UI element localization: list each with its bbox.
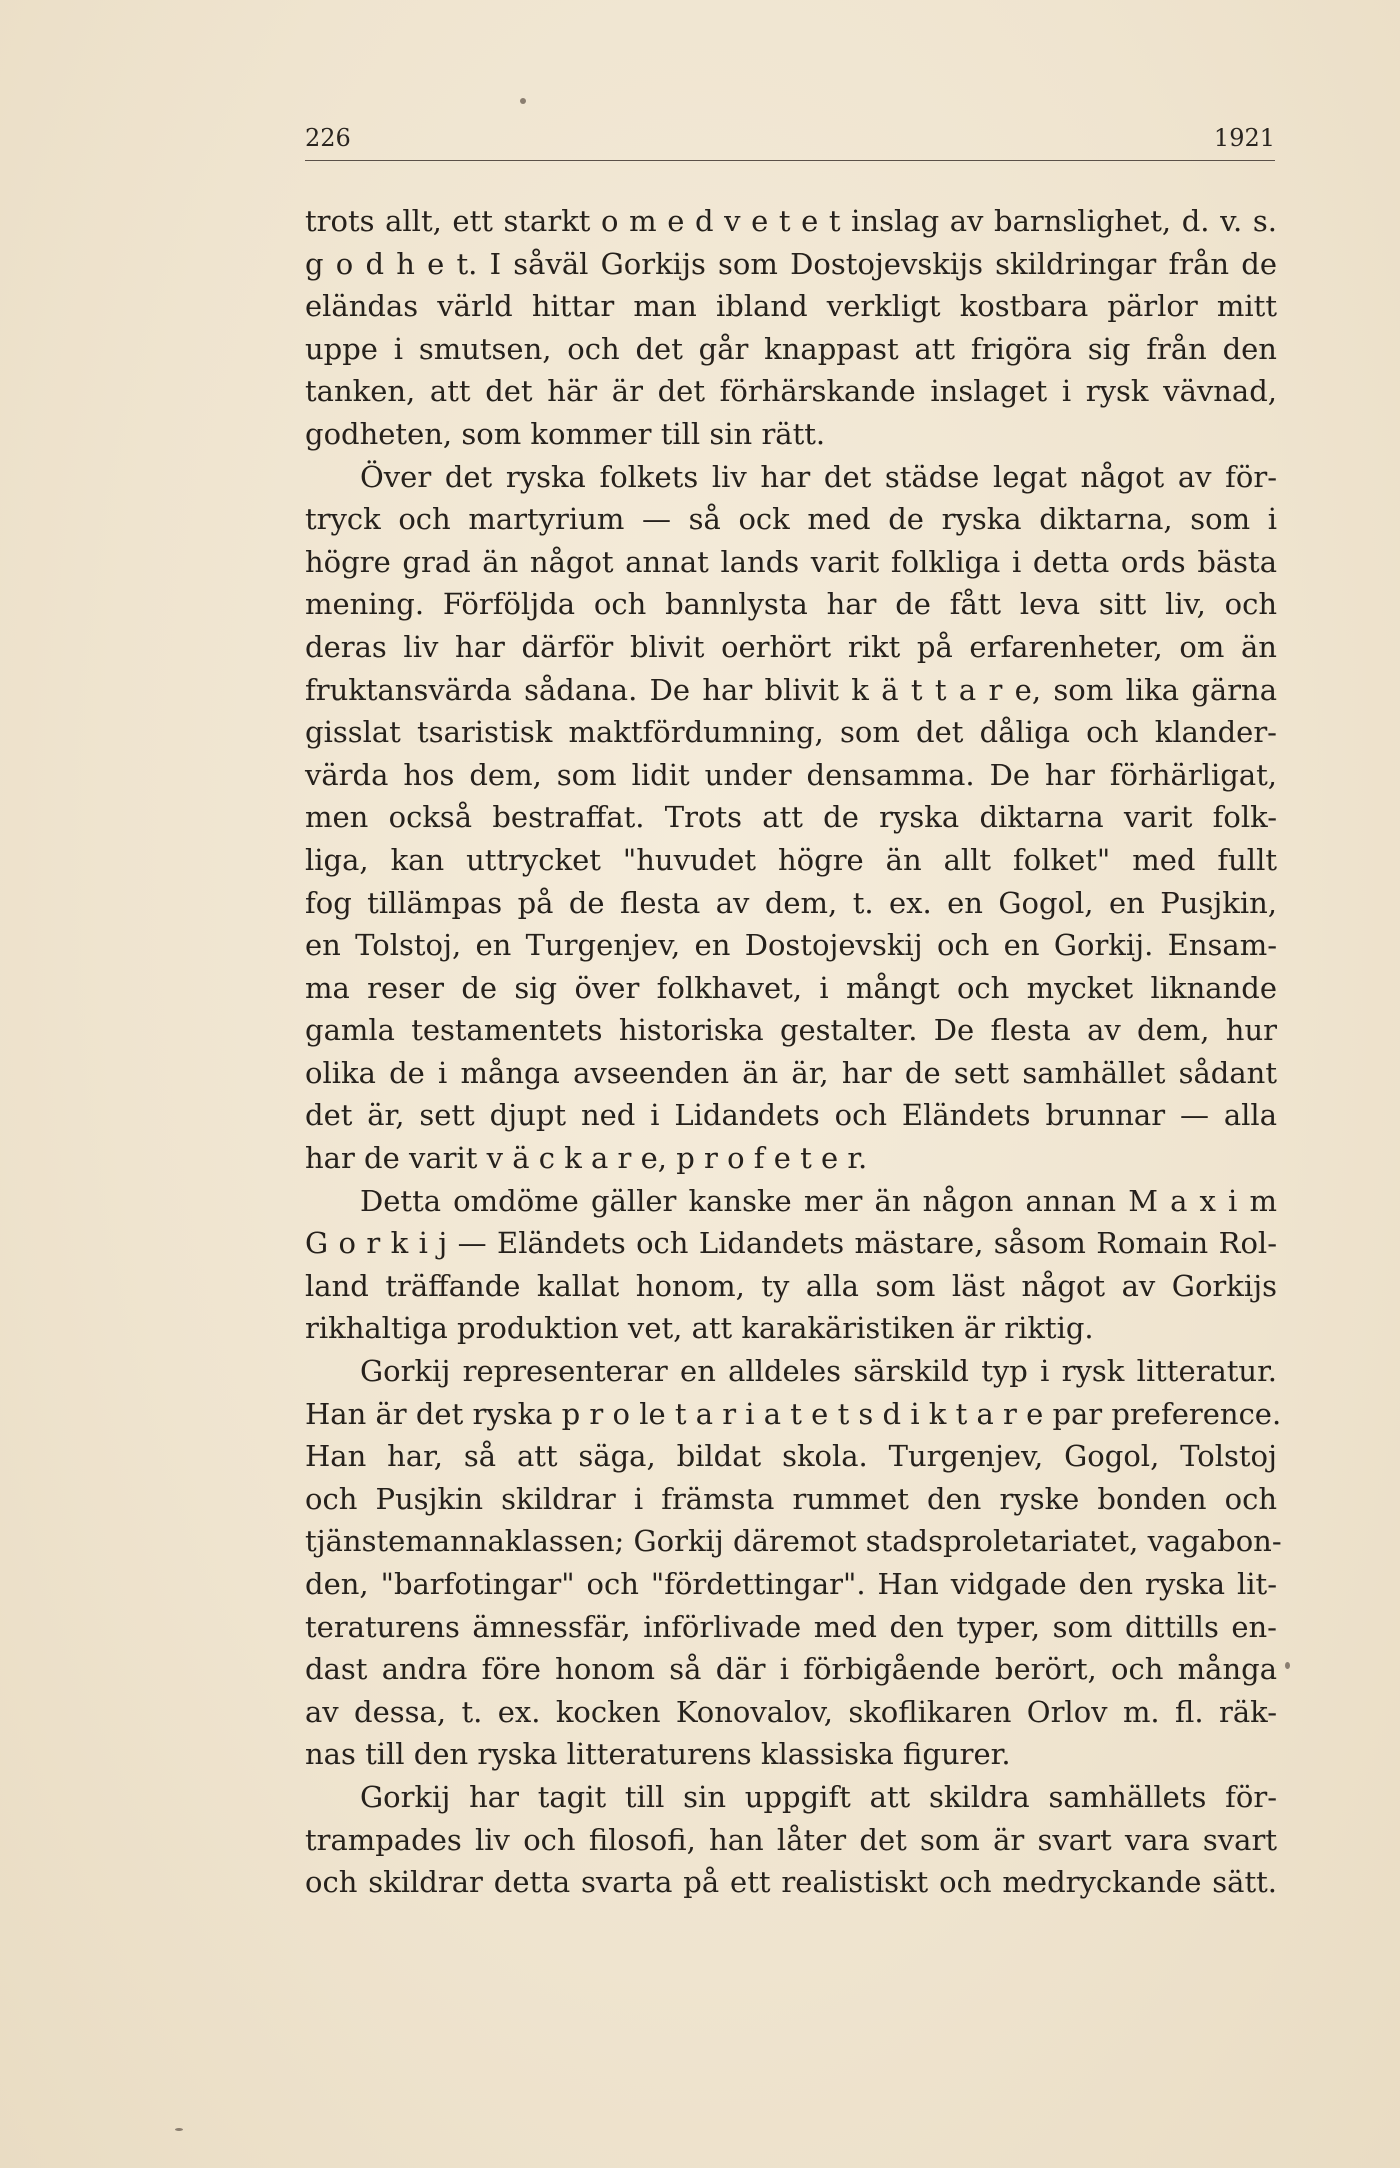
text-line: deras liv har därför blivit oerhört rikt på erfarenheter, om än	[305, 629, 1277, 664]
text-line: G o r k i j — Eländets och Lidandets mästare, såsom Romain Rol-	[305, 1226, 1277, 1261]
text-line: högre grad än något annat lands varit folkliga i detta ords bästa	[305, 544, 1277, 579]
text-line: Han är det ryska p r o le t a r i a t e t s d i k t a r e par preference.	[305, 1396, 1282, 1431]
text-line: trots allt, ett starkt o m e d v e t e t inslag av barnslighet, d. v. s.	[305, 204, 1277, 238]
paper-speck	[520, 98, 526, 104]
body-text	[305, 200, 1282, 1904]
text-line: olika de i många avseenden än är, har de sett samhället sådant	[305, 1055, 1277, 1090]
text-line: av dessa, t. ex. kocken Konovalov, skoflikaren Orlov m. fl. räk-	[305, 1694, 1277, 1729]
text-line: en Tolstoj, en Turgenjev, en Dostojevskij och en Gorkij. Ensam-	[305, 928, 1277, 963]
text-line: det är, sett djupt ned i Lidandets och Eländets brunnar — alla	[305, 1098, 1277, 1133]
text-line: teraturens ämnessfär, införlivade med den typer, som dittills en-	[305, 1609, 1277, 1644]
text-line: tanken, att det här är det förhärskande inslaget i rysk vävnad,	[305, 374, 1277, 409]
page-number: 226	[305, 124, 351, 152]
text-line: och skildrar detta svarta på ett realistiskt och medryckande sätt.	[305, 1865, 1277, 1900]
text-line: Gorkij har tagit till sin uppgift att skildra samhällets för-	[360, 1779, 1277, 1814]
text-line: land träffande kallat honom, ty alla som läst något av Gorkijs	[305, 1268, 1277, 1303]
text-line: rikhaltiga produktion vet, att karakäristiken är riktig.	[305, 1311, 1094, 1346]
text-line: men också bestraffat. Trots att de ryska diktarna varit folk-	[305, 800, 1277, 835]
text-line: fog tillämpas på de flesta av dem, t. ex. en Gogol, en Pusjkin,	[305, 885, 1277, 920]
text-line: den, "barfotingar" och "fördettingar". Han vidgade den ryska lit-	[305, 1567, 1277, 1601]
text-line: g o d h e t. I såväl Gorkijs som Dostojevskijs skildringar från de	[305, 246, 1277, 281]
text-line: fruktansvärda sådana. De har blivit k ä t t a r e, som lika gärna	[305, 672, 1277, 707]
text-line: eländas värld hittar man ibland verkligt kostbara pärlor mitt	[305, 289, 1277, 324]
text-line: Gorkij representerar en alldeles särskild typ i rysk litteratur.	[360, 1354, 1277, 1389]
text-line: trampades liv och filosofi, han låter det som är svart vara svart	[305, 1822, 1277, 1857]
paper-speck	[1285, 1662, 1290, 1669]
text-line: nas till den ryska litteraturens klassiska figurer.	[305, 1737, 1011, 1772]
text-line: ma reser de sig över folkhavet, i mångt och mycket liknande	[305, 970, 1277, 1005]
text-line: uppe i smutsen, och det går knappast att frigöra sig från den	[305, 331, 1277, 366]
text-line: gamla testamentets historiska gestalter. De flesta av dem, hur	[305, 1013, 1277, 1048]
text-line: liga, kan uttrycket "huvudet högre än allt folket" med fullt	[305, 842, 1277, 877]
header-rule	[305, 160, 1275, 161]
text-line: värda hos dem, som lidit under densamma. De har förhärligat,	[305, 757, 1277, 792]
text-line: godheten, som kommer till sin rätt.	[305, 416, 826, 451]
text-line: tjänstemannaklassen; Gorkij däremot stadsproletariatet, vagabon-	[305, 1524, 1282, 1559]
text-line: gisslat tsaristisk maktfördumning, som det dåliga och klander-	[305, 715, 1277, 750]
text-line: dast andra före honom så där i förbigående berört, och många	[305, 1652, 1277, 1687]
text-line: mening. Förföljda och bannlysta har de fått leva sitt liv, och	[305, 587, 1277, 622]
text-line: Detta omdöme gäller kanske mer än någon annan M a x i m	[360, 1183, 1277, 1218]
text-line: tryck och martyrium — så ock med de ryska diktarna, som i	[305, 502, 1277, 537]
page-header	[305, 124, 1275, 160]
header-year: 1921	[1213, 124, 1275, 152]
text-line: Han har, så att säga, bildat skola. Turgenjev, Gogol, Tolstoj	[305, 1439, 1277, 1474]
paper-speck	[175, 2128, 183, 2131]
text-line: har de varit v ä c k a r e, p r o f e t e r.	[305, 1141, 868, 1176]
text-line: och Pusjkin skildrar i främsta rummet den ryske bonden och	[305, 1481, 1277, 1516]
text-line: Över det ryska folkets liv har det städse legat något av för-	[360, 459, 1277, 494]
